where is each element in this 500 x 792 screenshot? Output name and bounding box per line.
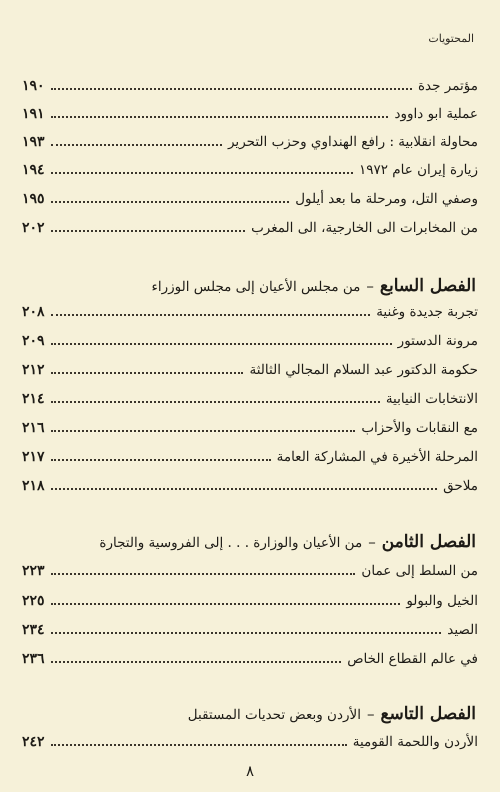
toc-entry bbox=[22, 383, 478, 409]
entry-title: الأردن واللحمة القومية bbox=[352, 734, 478, 750]
leader-dots bbox=[51, 343, 392, 345]
toc-entry bbox=[22, 614, 478, 640]
entry-title: الخيل والبولو bbox=[406, 593, 478, 609]
entry-title: من المخابرات الى الخارجية، الى المغرب bbox=[251, 220, 478, 236]
toc-entry bbox=[22, 70, 478, 96]
leader-dots bbox=[51, 603, 401, 605]
leader-dots bbox=[51, 172, 353, 174]
entry-page: ٢٠٨ bbox=[22, 304, 45, 320]
running-head: المحتويات bbox=[428, 32, 474, 45]
entry-page: ٢٢٥ bbox=[22, 593, 45, 609]
chapter-heading bbox=[22, 704, 476, 724]
entry-title: تجربة جديدة وغنية bbox=[376, 304, 478, 320]
toc-entry bbox=[22, 212, 478, 238]
leader-dots bbox=[51, 661, 342, 663]
leader-dots bbox=[51, 401, 380, 403]
entry-title: الانتخابات النيابية bbox=[385, 391, 478, 407]
entry-title: حكومة الدكتور عبد السلام المجالي الثالثة bbox=[249, 362, 478, 378]
chapter-subtitle: من مجلس الأعيان إلى مجلس الوزراء bbox=[151, 279, 361, 295]
entry-page: ٢٠٩ bbox=[22, 333, 45, 349]
leader-dots bbox=[51, 88, 412, 90]
toc-entry bbox=[22, 354, 478, 380]
entry-page: ٢٠٢ bbox=[22, 220, 45, 236]
entry-page: ٢١٨ bbox=[22, 478, 45, 494]
leader-dots bbox=[51, 744, 347, 746]
entry-title: ملاحق bbox=[443, 478, 478, 494]
leader-dots bbox=[51, 314, 371, 316]
chapter-heading bbox=[22, 532, 476, 552]
leader-dots bbox=[51, 144, 222, 146]
entry-title: زيارة إيران عام ١٩٧٢ bbox=[358, 162, 478, 178]
entry-page: ٢١٦ bbox=[22, 420, 45, 436]
toc-entry bbox=[22, 296, 478, 322]
leader-dots bbox=[51, 372, 244, 374]
leader-dots bbox=[51, 201, 290, 203]
leader-dots bbox=[51, 459, 271, 461]
entry-page: ١٩٣ bbox=[22, 134, 45, 150]
entry-title: من السلط إلى عمان bbox=[361, 563, 478, 579]
entry-page: ١٩٠ bbox=[22, 78, 45, 94]
entry-page: ٢١٢ bbox=[22, 362, 45, 378]
chapter-heading bbox=[22, 276, 476, 296]
entry-page: ٢٣٦ bbox=[22, 651, 45, 667]
entry-title: عملية ابو داوود bbox=[394, 106, 478, 122]
toc-entry bbox=[22, 325, 478, 351]
toc-entry bbox=[22, 726, 478, 752]
chapter-subtitle: من الأعيان والوزارة . . . إلى الفروسية والتجارة bbox=[99, 535, 363, 551]
toc-entry bbox=[22, 441, 478, 467]
toc-entry bbox=[22, 126, 478, 152]
toc-entry bbox=[22, 98, 478, 124]
entry-title: مع النقابات والأحزاب bbox=[361, 420, 478, 436]
leader-dots bbox=[51, 573, 356, 575]
entry-title: في عالم القطاع الخاص bbox=[347, 651, 478, 667]
entry-title: مرونة الدستور bbox=[397, 333, 478, 349]
toc-entry bbox=[22, 555, 478, 581]
entry-page: ٢٤٢ bbox=[22, 734, 45, 750]
entry-page: ٢٢٣ bbox=[22, 563, 45, 579]
entry-page: ١٩٤ bbox=[22, 162, 45, 178]
entry-title: الصيد bbox=[447, 622, 478, 638]
entry-page: ٢١٤ bbox=[22, 391, 45, 407]
entry-title: محاولة انقلابية : رافع الهنداوي وحزب التحرير bbox=[227, 134, 478, 150]
chapter-label: الفصل التاسع bbox=[380, 704, 476, 724]
toc-entry bbox=[22, 643, 478, 669]
entry-page: ١٩٥ bbox=[22, 191, 45, 207]
leader-dots bbox=[51, 230, 246, 232]
chapter-label: الفصل السابع bbox=[379, 276, 476, 296]
toc-entry bbox=[22, 470, 478, 496]
leader-dots bbox=[51, 430, 356, 432]
chapter-subtitle: الأردن وبعض تحديات المستقبل bbox=[187, 707, 361, 723]
entry-page: ٢٣٤ bbox=[22, 622, 45, 638]
chapter-dash: – bbox=[366, 277, 374, 295]
toc-entry bbox=[22, 585, 478, 611]
toc-entry bbox=[22, 154, 478, 180]
chapter-dash: – bbox=[366, 705, 375, 723]
leader-dots bbox=[51, 116, 389, 118]
chapter-dash: – bbox=[368, 533, 376, 551]
leader-dots bbox=[51, 632, 442, 634]
entry-title: المرحلة الأخيرة في المشاركة العامة bbox=[276, 449, 478, 465]
toc-entry bbox=[22, 183, 478, 209]
leader-dots bbox=[51, 488, 438, 490]
entry-page: ١٩١ bbox=[22, 106, 45, 122]
chapter-label: الفصل الثامن bbox=[381, 532, 476, 552]
toc-entry bbox=[22, 412, 478, 438]
page-number: ٨ bbox=[245, 762, 255, 780]
entry-title: مؤتمر جدة bbox=[417, 78, 478, 94]
entry-page: ٢١٧ bbox=[22, 449, 45, 465]
entry-title: وصفي التل، ومرحلة ما بعد أيلول bbox=[295, 191, 478, 207]
